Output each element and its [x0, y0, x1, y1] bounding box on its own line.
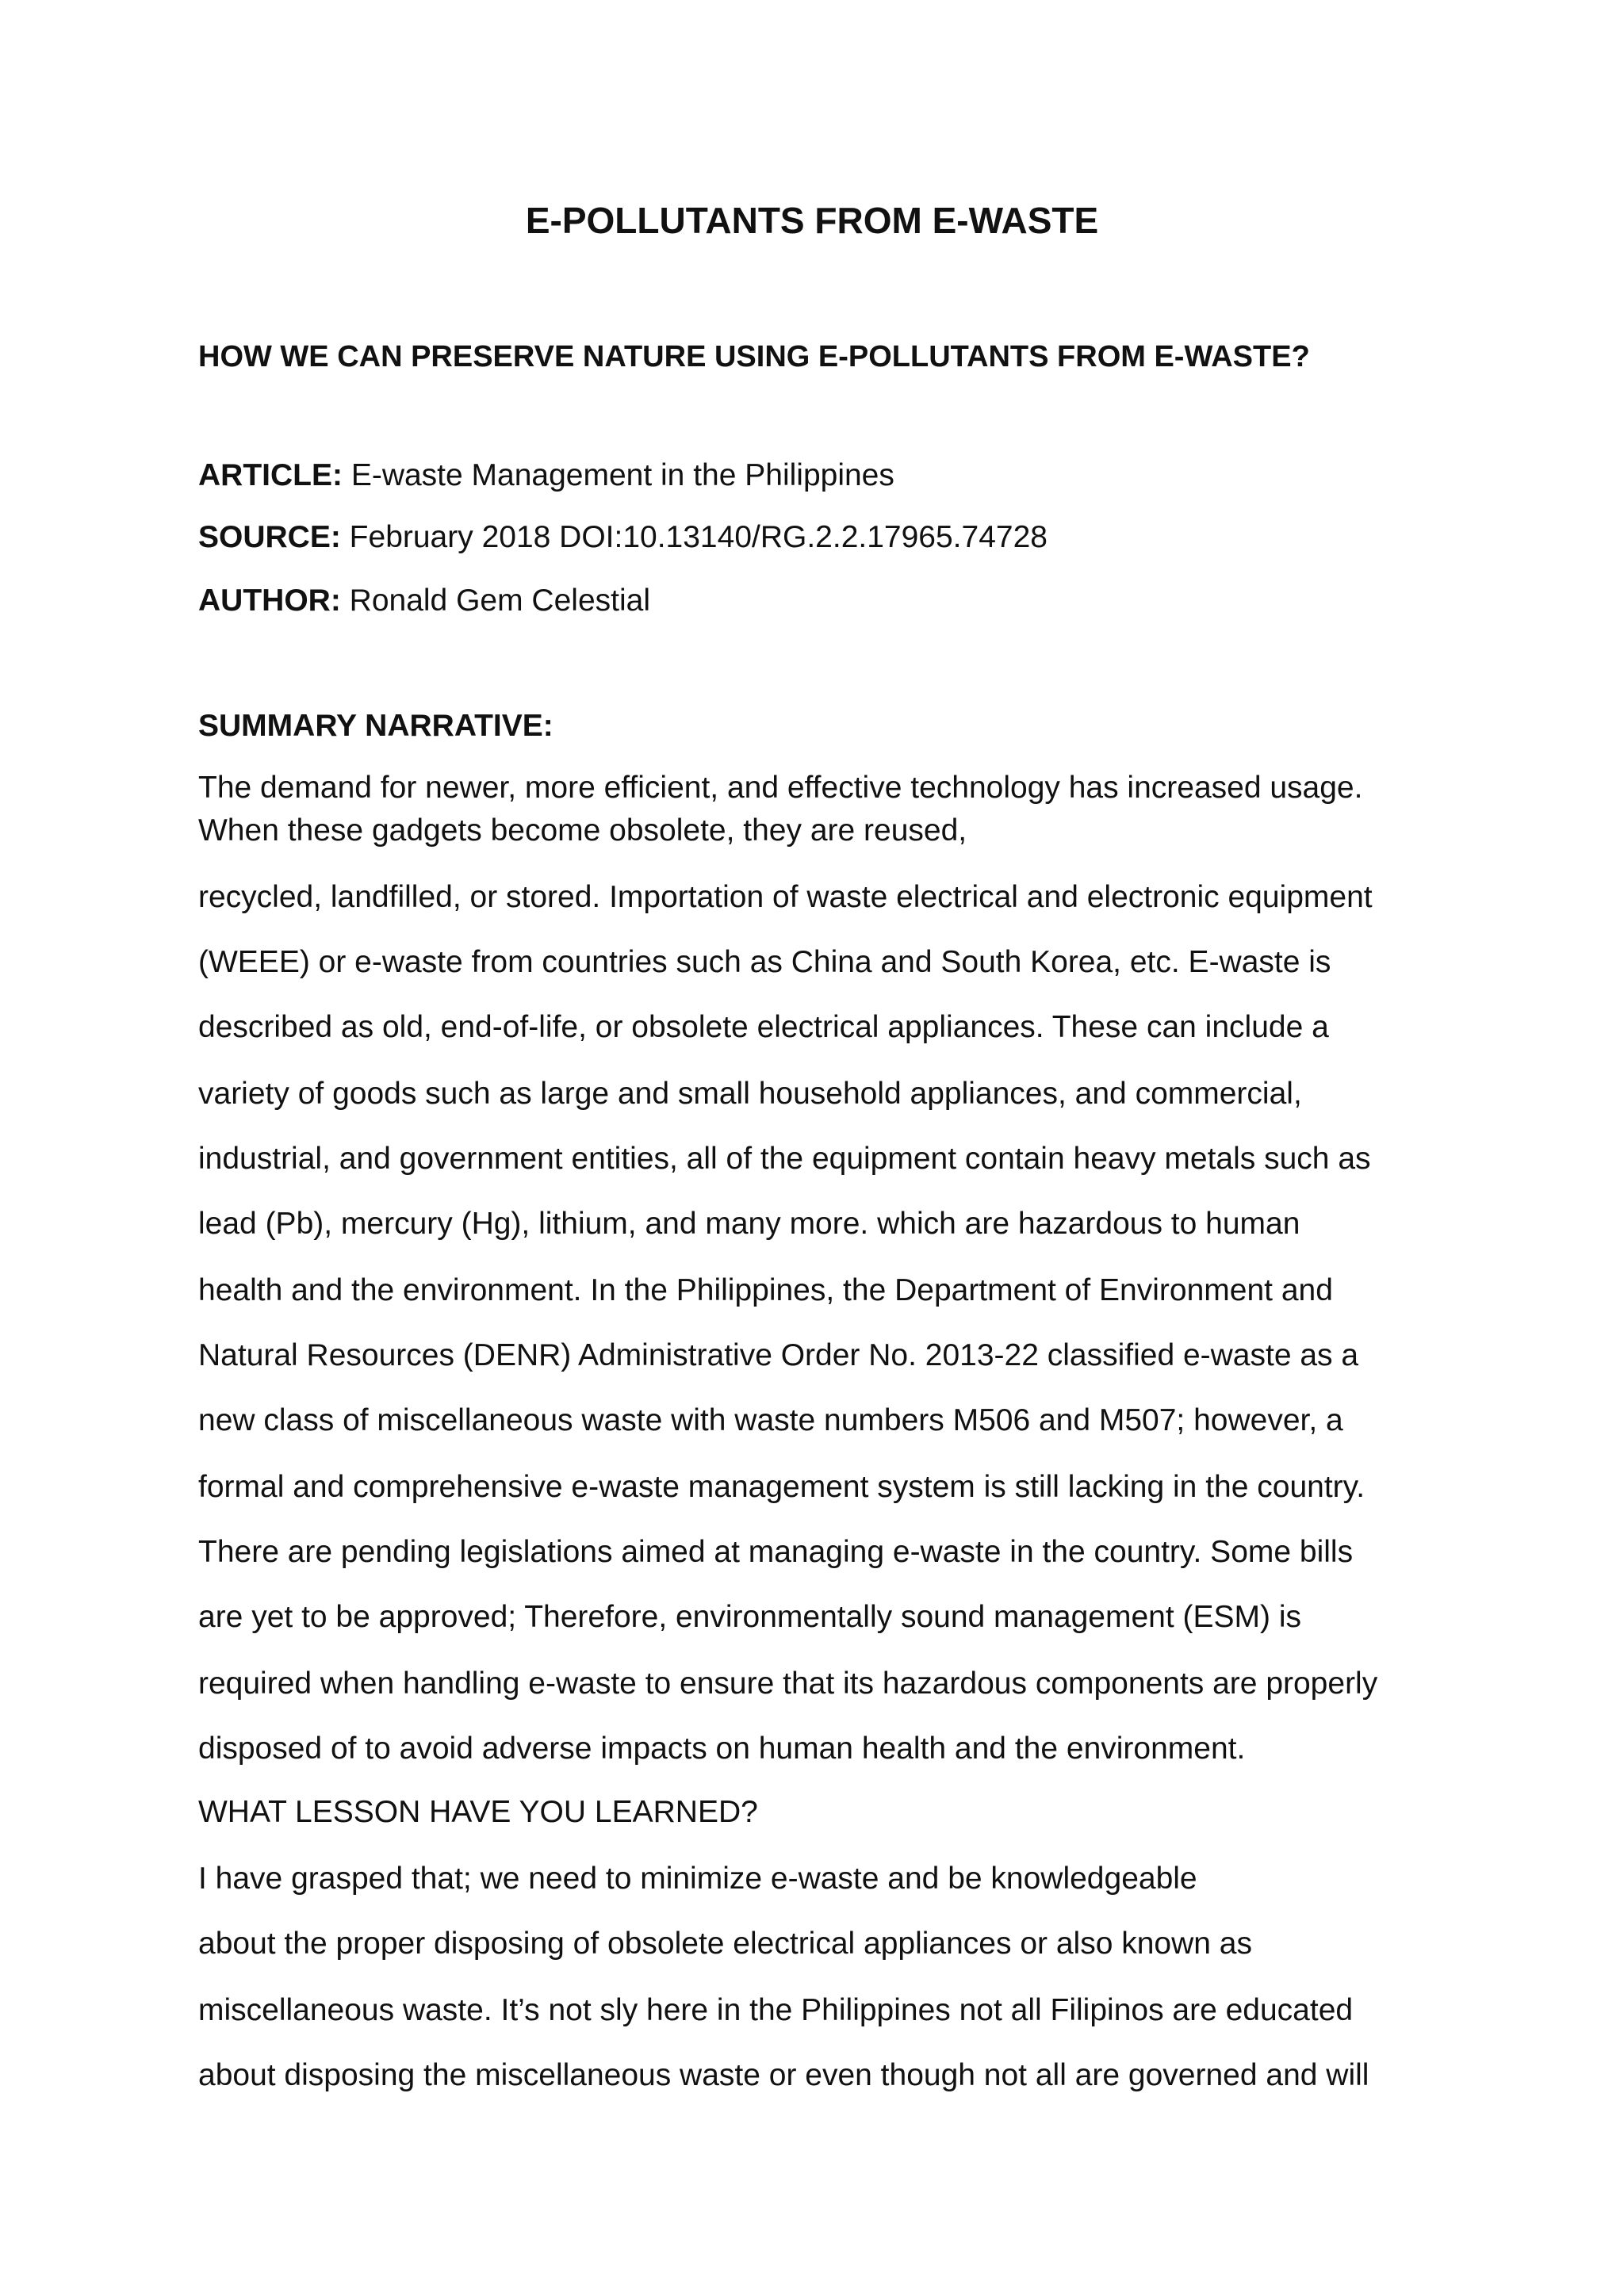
lesson-heading: WHAT LESSON HAVE YOU LEARNED?: [198, 1795, 758, 1829]
body-line: health and the environment. In the Philippines, the Department of Environment and: [198, 1273, 1333, 1307]
body-line: I have grasped that; we need to minimize e-waste and be knowledgeable: [198, 1862, 1197, 1896]
body-line: required when handling e-waste to ensure that its hazardous components are properly: [198, 1667, 1378, 1701]
body-line: recycled, landfilled, or stored. Importation of waste electrical and electronic equipment: [198, 880, 1373, 914]
document-subtitle: HOW WE CAN PRESERVE NATURE USING E-POLLUTANTS FROM E-WASTE?: [198, 340, 1310, 373]
body-line: about disposing the miscellaneous waste or even though not all are governed and will: [198, 2058, 1369, 2092]
body-line: industrial, and government entities, all of the equipment contain heavy metals such as: [198, 1142, 1371, 1176]
body-line: There are pending legislations aimed at managing e-waste in the country. Some bills: [198, 1535, 1354, 1569]
meta-author: [198, 579, 650, 623]
meta-source-label: SOURCE:: [198, 520, 341, 554]
meta-article-label: ARTICLE:: [198, 458, 343, 492]
body-line: new class of miscellaneous waste with waste numbers M506 and M507; however, a: [198, 1403, 1343, 1437]
summary-narrative-heading: SUMMARY NARRATIVE:: [198, 709, 553, 743]
body-line: variety of goods such as large and small household appliances, and commercial,: [198, 1077, 1302, 1111]
body-line: described as old, end-of-life, or obsolete electrical appliances. These can include a: [198, 1010, 1329, 1044]
body-line: formal and comprehensive e-waste management system is still lacking in the country.: [198, 1470, 1365, 1504]
document-title: E-POLLUTANTS FROM E-WASTE: [525, 200, 1099, 241]
body-line: The demand for newer, more efficient, and effective technology has increased usage.: [198, 771, 1363, 805]
meta-article: [198, 453, 894, 498]
meta-source: [198, 515, 1048, 560]
body-line: Natural Resources (DENR) Administrative Order No. 2013-22 classified e-waste as a: [198, 1338, 1359, 1372]
body-line: disposed of to avoid adverse impacts on human health and the environment.: [198, 1732, 1246, 1766]
body-line: (WEEE) or e-waste from countries such as China and South Korea, etc. E-waste is: [198, 945, 1331, 979]
body-line: When these gadgets become obsolete, they are reused,: [198, 813, 967, 848]
meta-author-value: Ronald Gem Celestial: [340, 584, 650, 618]
body-line: lead (Pb), mercury (Hg), lithium, and many more. which are hazardous to human: [198, 1207, 1300, 1241]
body-line: miscellaneous waste. It’s not sly here in the Philippines not all Filipinos are educated: [198, 1993, 1354, 2027]
body-line: about the proper disposing of obsolete electrical appliances or also known as: [198, 1927, 1252, 1961]
body-line: are yet to be approved; Therefore, environmentally sound management (ESM) is: [198, 1600, 1302, 1634]
meta-article-value: E-waste Management in the Philippines: [342, 458, 894, 492]
meta-author-label: AUTHOR:: [198, 584, 341, 618]
meta-source-value: February 2018 DOI:10.13140/RG.2.2.17965.74728: [340, 520, 1048, 554]
